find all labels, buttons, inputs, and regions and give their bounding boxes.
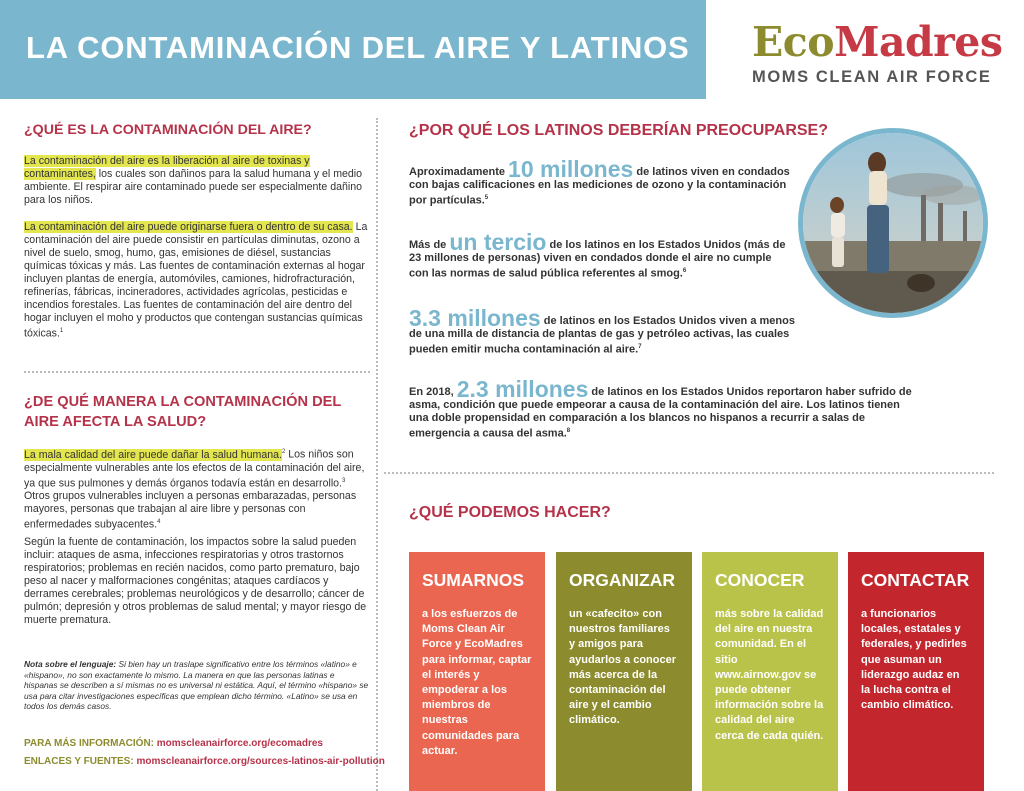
stat1-post: de latinos viven en condados con bajas calificaciones en las mediciones de ozono y la contaminación por partículas.	[409, 166, 790, 207]
stat2-post: de los latinos en los Estados Unidos (más de 23 millones de personas) viven en condados donde el aire no cumple con las normas de salud pública referentes al smog.	[409, 239, 786, 280]
stat1-pre: Aproximadamente	[409, 166, 509, 178]
stat4-big: 2.3 millones	[456, 376, 589, 402]
ref-2: 2	[281, 449, 286, 455]
what-can-we-do-heading: ¿QUÉ PODEMOS HACER?	[409, 504, 611, 521]
sources-line	[24, 756, 385, 767]
card-title: CONOCER	[715, 570, 805, 590]
note-label: Nota sobre el lenguaje:	[24, 659, 117, 669]
stat3-post: de latinos en los Estados Unidos viven a menos de una milla de distancia de plantas de gas y petróleo activas, las cuales pueden emitir mucha contaminación al aire.	[409, 315, 795, 356]
health-paragraph	[24, 446, 370, 532]
sources-rest: La contaminación del aire puede consistir en partículas diminutas, ozono a nivel de suelo, smog, humo, gas, emisiones de diésel, sustancias químicas tóxicas y más. Las fuentes de contaminación externas al hogar incluyen plantas de energía, automóviles, camiones, hidrofracturación, refinerías, fábricas, incineradores, actividades agrícolas, pesticidas e incendios forestales. Las fuentes de contaminación del aire dentro del hogar incluyen el moho y productos que contengan sustancias químicas tóxicas.	[24, 221, 368, 340]
definition-paragraph	[24, 155, 370, 207]
stat4-post: de latinos en los Estados Unidos reportaron haber sufrido de asma, condición que puede empeorar a causa de la contaminación del aire. Los latinos tienen una doble propensidad en comparación a los blancos no hispanos a recurrir a salas de emergencia a causa del asma.	[409, 386, 912, 440]
more-info-line	[24, 738, 323, 749]
card-text: más sobre la calidad del aire en nuestra comunidad. En el sitio www.airnow.gov se puede obtener información sobre la calidad del aire cerca de cada quién.	[715, 608, 824, 742]
page-title: LA CONTAMINACIÓN DEL AIRE Y LATINOS	[26, 30, 690, 65]
ref-4: 4	[157, 519, 161, 526]
stat-10-millones	[409, 156, 794, 208]
stat-2-3-millones	[409, 376, 919, 441]
language-note	[24, 659, 370, 712]
health-text-1: Los niños son especialmente vulnerables ante los efectos de la contaminación del aire, ya que sus pulmones y demás órganos todavía están en desarrollo.	[24, 448, 365, 490]
definition-rest: los cuales son dañinos para la salud humana y el medio ambiente. El respirar aire contaminado puede ser especialmente dañino para los niños.	[24, 168, 363, 206]
action-card-sumarnos	[409, 552, 545, 791]
left-section-divider	[24, 371, 370, 373]
stat3-big: 3.3 millones	[409, 305, 541, 331]
ref-1: 1	[59, 328, 64, 334]
family-refinery-illustration	[803, 133, 983, 313]
card-text: a los esfuerzos de Moms Clean Air Force y EcoMadres para informar, captar el interés y empoderar a los miembros de nuestras comunidades para actuar.	[422, 608, 532, 757]
action-card-contactar	[848, 552, 984, 791]
mother-daughter-photo	[798, 128, 988, 318]
vertical-divider	[376, 118, 378, 791]
ref-3: 3	[342, 477, 346, 484]
sources-paragraph	[24, 221, 370, 341]
impacts-paragraph: Según la fuente de contaminación, los impactos sobre la salud pueden incluir: ataques de asma, infecciones respiratorias y otros trastornos respiratorios; problemas en recién nacidos, como parto prematuro, bajo peso al nacer y malformaciones congénitas; ataques cardíacos y derrames cerebrales; problemas neurológicos y de desarrollo; cáncer de pulmón; depresión y otros problemas de salud mental; y mayor riesgo de muerte prematura.	[24, 536, 367, 626]
note-text: Si bien hay un traslape significativo entre los términos «latino» e «hispano», no son exactamente lo mismo. La manera en que las personas latinas e hispanas se describen a sí mismas no es universal ni estática. Aquí, el término «hispano» se usa para citar investigaciones específicas que emplean dicho término. «Latino» se usa en todos los demás casos.	[24, 659, 369, 711]
card-title: SUMARNOS	[422, 570, 525, 590]
action-card-conocer	[702, 552, 838, 791]
stat-un-tercio	[409, 229, 794, 281]
more-info-label: PARA MÁS INFORMACIÓN:	[24, 738, 154, 749]
stat2-pre: Más de	[409, 239, 450, 251]
logo-eco: Eco	[752, 18, 835, 66]
health-highlight: La mala calidad del aire puede dañar la salud humana.	[24, 448, 282, 461]
card-title: CONTACTAR	[861, 570, 970, 590]
more-info-link[interactable]: momscleanairforce.org/ecomadres	[156, 738, 323, 749]
stat1-big: 10 millones	[508, 156, 634, 182]
ref-6: 6	[682, 268, 687, 274]
card-text: un «cafecito» con nuestros familiares y amigos para ayudarlos a conocer más acerca de la contaminación del aire y el cambio climático.	[569, 608, 676, 727]
definition-highlight: La contaminación del aire es la liberación al aire de toxinas y contaminantes,	[24, 155, 310, 180]
card-title: ORGANIZAR	[569, 570, 675, 590]
logo-madres: Madres	[834, 18, 1003, 66]
sources-link[interactable]: momscleanairforce.org/sources-latinos-air-pollution	[136, 756, 385, 767]
sources-highlight: La contaminación del aire puede originarse fuera o dentro de su casa.	[24, 221, 353, 233]
right-section-divider	[384, 472, 994, 474]
stat4-pre: En 2018,	[409, 386, 457, 398]
ecomadres-logo	[752, 18, 1003, 87]
what-is-air-pollution-heading: ¿QUÉ ES LA CONTAMINACIÓN DEL AIRE?	[24, 122, 312, 138]
why-latinos-heading: ¿POR QUÉ LOS LATINOS DEBERÍAN PREOCUPARSE?	[409, 122, 828, 139]
health-text-2: Otros grupos vulnerables incluyen a personas embarazadas, personas mayores, personas que trabajan al aire libre y personas con enfermedades subyacentes.	[24, 490, 357, 531]
ref-5: 5	[484, 195, 489, 201]
action-card-organizar	[556, 552, 692, 791]
health-effects-heading: ¿DE QUÉ MANERA LA CONTAMINACIÓN DEL AIRE AFECTA LA SALUD?	[24, 394, 341, 430]
stat2-big: un tercio	[449, 229, 547, 255]
sources-label: ENLACES Y FUENTES:	[24, 756, 134, 767]
logo-subtitle: MOMS CLEAN AIR FORCE	[752, 68, 992, 86]
stat-3-3-millones	[409, 305, 809, 357]
ref-8: 8	[566, 428, 571, 434]
ref-7: 7	[638, 344, 642, 350]
card-text: a funcionarios locales, estatales y federales, y pedirles que asuman un liderazgo audaz en la lucha contra el cambio climático.	[861, 608, 967, 712]
header-band	[0, 0, 706, 99]
